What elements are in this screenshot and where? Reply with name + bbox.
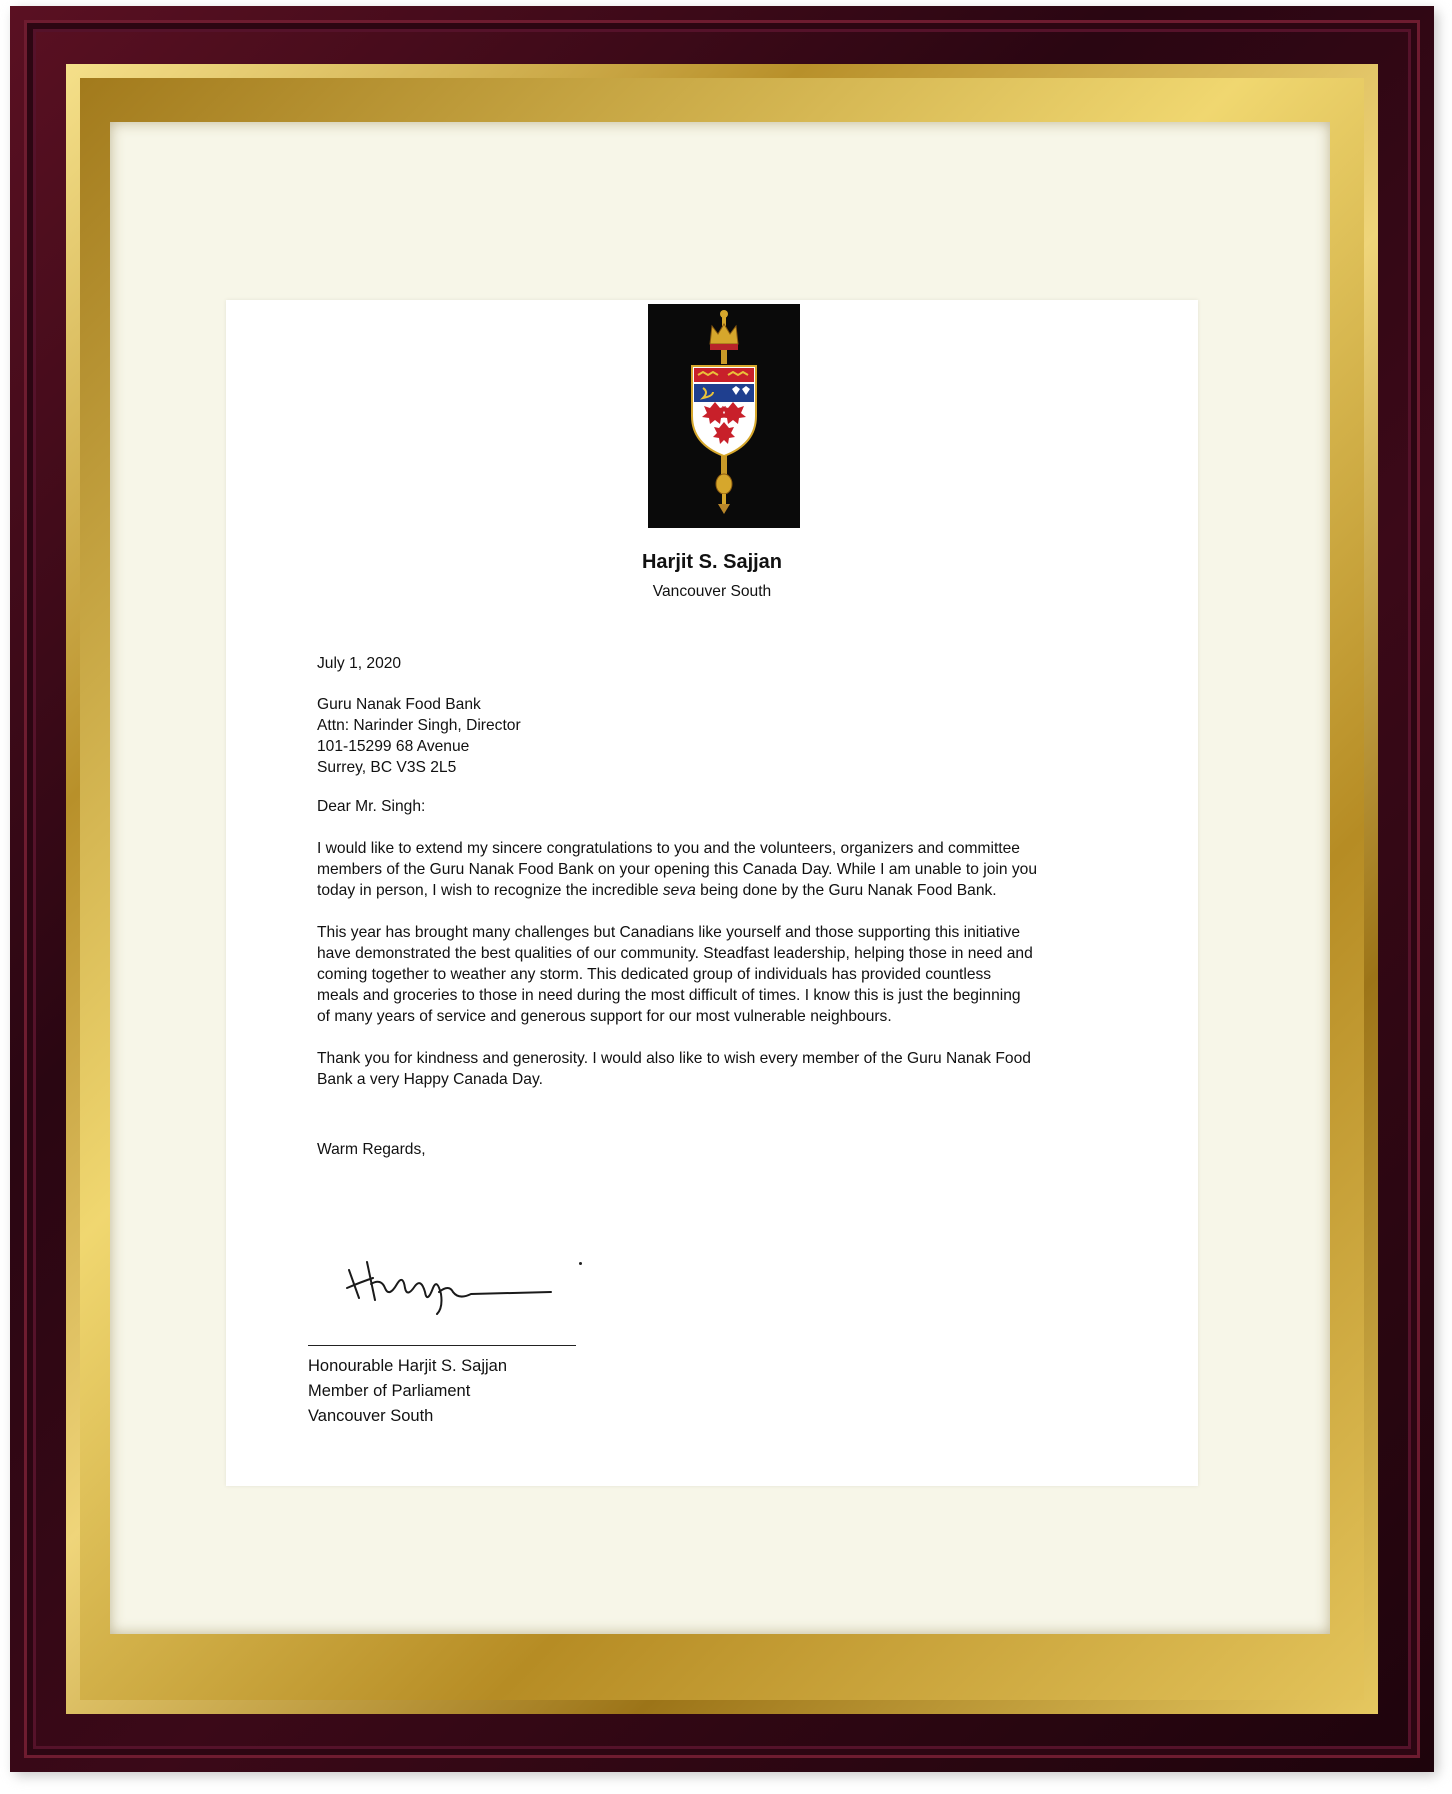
salutation: Dear Mr. Singh: bbox=[317, 798, 426, 815]
recipient-attention: Attn: Narinder Singh, Director bbox=[317, 717, 521, 734]
signatory-title: Honourable Harjit S. Sajjan bbox=[308, 1357, 508, 1375]
seva-emphasis: seva bbox=[662, 882, 696, 899]
paragraph-2-line-1: This year has brought many challenges but Canadians like yourself and those supporting this initiative bbox=[317, 924, 1020, 941]
letter-page bbox=[226, 300, 1198, 1486]
letterhead-name: Harjit S. Sajjan bbox=[641, 551, 783, 573]
signatory-riding: Vancouver South bbox=[308, 1407, 434, 1425]
recipient-city: Surrey, BC V3S 2L5 bbox=[317, 759, 457, 776]
paragraph-3-line-1: Thank you for kindness and generosity. I would also like to wish every member of the Guru Nanak Food bbox=[317, 1050, 1031, 1067]
letter-date: July 1, 2020 bbox=[317, 655, 402, 672]
canada-parliament-crest-icon bbox=[648, 304, 800, 528]
paragraph-2-line-4: meals and groceries to those in need during the most difficult of times. I know this is just the beginning bbox=[317, 987, 1021, 1004]
paragraph-2-line-3: coming together to weather any storm. This dedicated group of individuals has provided countless bbox=[317, 966, 992, 983]
signatory-role: Member of Parliament bbox=[308, 1382, 471, 1400]
paragraph-2-line-2: have demonstrated the best qualities of our community. Steadfast leadership, helping those in need and bbox=[317, 945, 1033, 962]
signature-dot bbox=[579, 1262, 582, 1265]
handwritten-signature-icon bbox=[341, 1248, 581, 1318]
paragraph-3-line-2: Bank a very Happy Canada Day. bbox=[317, 1071, 543, 1088]
letterhead-riding: Vancouver South bbox=[652, 583, 772, 600]
paragraph-2-line-5: of many years of service and generous support for our most vulnerable neighbours. bbox=[317, 1008, 892, 1025]
paragraph-1-line-3: today in person, I wish to recognize the incredible seva being done by the Guru Nanak Food Bank. bbox=[317, 882, 997, 899]
closing: Warm Regards, bbox=[317, 1141, 426, 1158]
recipient-organization: Guru Nanak Food Bank bbox=[317, 696, 481, 713]
paragraph-1-line-1: I would like to extend my sincere congratulations to you and the volunteers, organizers and committee bbox=[317, 840, 1020, 857]
recipient-street: 101-15299 68 Avenue bbox=[317, 738, 470, 755]
signature-rule bbox=[308, 1345, 576, 1346]
paragraph-1-line-2: members of the Guru Nanak Food Bank on your opening this Canada Day. While I am unable to join you bbox=[317, 861, 1038, 878]
